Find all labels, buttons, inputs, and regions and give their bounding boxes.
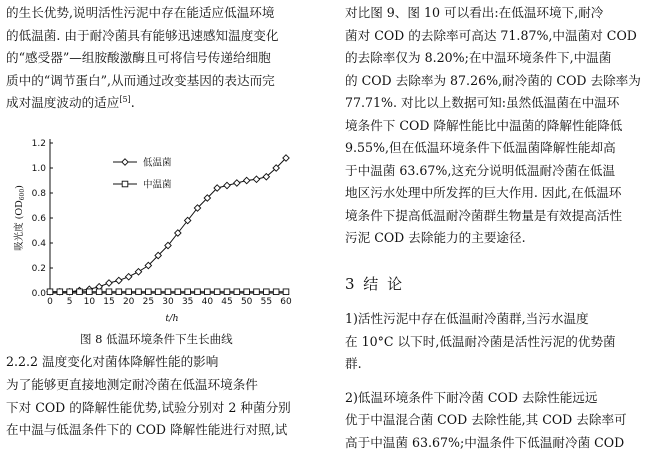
paragraph-line: 在中温与低温条件下的 COD 降解性能进行对照,试 — [6, 419, 291, 442]
paragraph-line: 质中的“调节蛋白”,从而通过改变基因的表达而完 — [6, 70, 328, 93]
data-point-diamond — [224, 182, 230, 188]
data-point-square — [47, 289, 53, 295]
data-point-square — [185, 289, 191, 295]
legend-label: 中温菌 — [143, 179, 172, 191]
data-point-diamond — [243, 177, 249, 183]
data-point-square — [234, 289, 240, 295]
data-point-square — [155, 289, 161, 295]
paragraph-line: 的 COD 去除率为 87.26%,耐冷菌的 COD 去除率为 — [345, 70, 663, 93]
x-tick-label: 40 — [202, 297, 214, 307]
data-point-diamond — [116, 277, 122, 283]
section-heading: 2.2.2 温度变化对菌体降解性能的影响 — [6, 351, 218, 370]
paragraph-line: 的“感受器”—组胺酸激酶且可将信号传递给细胞 — [6, 47, 328, 70]
data-point-square — [244, 289, 250, 295]
data-point-square — [146, 289, 152, 295]
paragraph-line — [6, 92, 328, 115]
data-point-diamond — [135, 269, 141, 275]
paragraph-line: 2)低温环境条件下耐冷菌 COD 去除性能远远 — [345, 387, 627, 410]
paragraph-line: 污泥 COD 去除能力的主要途径. — [345, 227, 663, 250]
data-point-square — [116, 289, 122, 295]
x-tick-label: 5 — [67, 297, 73, 307]
right-column — [345, 2, 663, 250]
paragraph-line: 的生长优势,说明活性污泥中存在能适应低温环境 — [6, 2, 328, 25]
data-point-square — [57, 289, 63, 295]
data-point-square — [87, 289, 93, 295]
x-tick-label: 55 — [261, 297, 272, 307]
x-tick-label: 20 — [123, 297, 135, 307]
y-tick-label: 0.4 — [32, 239, 47, 249]
y-tick-label: 0.2 — [32, 264, 46, 274]
paragraph-line: 9.55%,但在低温环境条件下低温菌降解性能却高 — [345, 137, 663, 160]
legend-label: 低温菌 — [143, 157, 172, 169]
paragraph-line: 地区污水处理中所发挥的巨大作用. 因此,在低温环 — [345, 182, 663, 205]
reference-citation[interactable]: [5] — [119, 95, 130, 104]
data-point-square — [175, 289, 181, 295]
y-tick-label: 1.0 — [32, 164, 47, 174]
data-point-square — [254, 289, 260, 295]
y-axis-label-subscript: 600 — [19, 189, 26, 201]
data-point-square — [106, 289, 112, 295]
paragraph-line: 在 10°C 以下时,低温耐冷菌是活性污泥的优势菌 — [345, 331, 627, 354]
legend-marker-square — [122, 181, 128, 187]
y-axis-label-end: ) — [14, 185, 25, 189]
x-tick-label: 60 — [280, 297, 292, 307]
paragraph-line: 对比图 9、图 10 可以看出:在低温环境下,耐冷 — [345, 2, 663, 25]
paragraph-line: 于中温菌 63.67%,这充分说明低温耐冷菌在低温 — [345, 160, 663, 183]
chart-series — [47, 155, 289, 295]
data-point-square — [214, 289, 220, 295]
x-tick-label: 15 — [103, 297, 114, 307]
x-tick-label: 10 — [84, 297, 96, 307]
paragraph-line: 下对 COD 的降解性能优势,试验分别对 2 种菌分别 — [6, 397, 291, 420]
paragraph-line: 群. — [345, 353, 627, 376]
x-axis-label: t/h — [165, 313, 178, 324]
paragraph-line: 高于中温菌 63.67%;中温条件下低温耐冷菌 COD — [345, 432, 627, 454]
conclusion-list — [345, 308, 627, 454]
x-tick-label: 30 — [162, 297, 174, 307]
paragraph-line: 77.71%. 对比以上数据可知:虽然低温菌在中温环 — [345, 92, 663, 115]
data-point-square — [126, 289, 132, 295]
paragraph-line: 菌对 COD 的去除率可高达 71.87%,中温菌对 COD — [345, 25, 663, 48]
paragraph-text: 成对温度波动的适应 — [6, 95, 119, 110]
data-point-square — [264, 289, 270, 295]
paragraph-line: 的去除率仅为 8.20%;在中温环境条件下,中温菌 — [345, 47, 663, 70]
data-point-square — [273, 289, 279, 295]
growth-curve-chart — [0, 130, 300, 330]
x-tick-label: 35 — [182, 297, 193, 307]
legend-marker-diamond — [122, 159, 128, 165]
y-axis-label — [13, 185, 26, 251]
left-column-top — [6, 2, 328, 115]
chart-legend — [113, 157, 172, 191]
y-tick-label: 1.2 — [32, 139, 46, 149]
data-point-square — [224, 289, 230, 295]
data-point-diamond — [125, 274, 131, 280]
data-point-square — [283, 289, 289, 295]
series-line-0 — [50, 158, 286, 292]
data-point-square — [195, 289, 201, 295]
conclusion-heading: 3 结 论 — [345, 273, 404, 294]
data-point-square — [165, 289, 171, 295]
paragraph-line: 为了能够更直接地测定耐冷菌在低温环境条件 — [6, 374, 291, 397]
x-tick-label: 50 — [241, 297, 253, 307]
paragraph-line: 1)活性污泥中存在低温耐冷菌群,当污水温度 — [345, 308, 627, 331]
data-point-square — [96, 289, 102, 295]
data-point-square — [67, 289, 73, 295]
y-tick-label: 0.8 — [32, 189, 47, 199]
paragraph-line: 境条件下 COD 降解性能比中温菌的降解性能降低 — [345, 115, 663, 138]
data-point-diamond — [234, 180, 240, 186]
y-tick-label: 0.0 — [32, 289, 47, 299]
x-tick-label: 45 — [221, 297, 232, 307]
y-axis-label-text: 吸光度 (OD — [13, 200, 25, 251]
paragraph-period: . — [131, 95, 135, 110]
y-tick-label: 0.6 — [32, 214, 47, 224]
data-point-square — [136, 289, 142, 295]
data-point-square — [77, 289, 83, 295]
paragraph-spacer — [345, 376, 627, 387]
left-column-bottom — [6, 374, 291, 442]
paragraph-line: 的低温菌. 由于耐冷菌具有能够迅速感知温度变化 — [6, 25, 328, 48]
figure-caption: 图 8 低温环境条件下生长曲线 — [80, 331, 233, 347]
data-point-diamond — [106, 280, 112, 286]
x-tick-label: 25 — [143, 297, 154, 307]
paragraph-line: 优于中温混合菌 COD 去除性能,其 COD 去除率可 — [345, 409, 627, 432]
paragraph-line: 境条件下提高低温耐冷菌群生物量是有效提高活性 — [345, 205, 663, 228]
data-point-diamond — [253, 176, 259, 182]
data-point-square — [205, 289, 211, 295]
x-tick-label: 0 — [47, 297, 53, 307]
